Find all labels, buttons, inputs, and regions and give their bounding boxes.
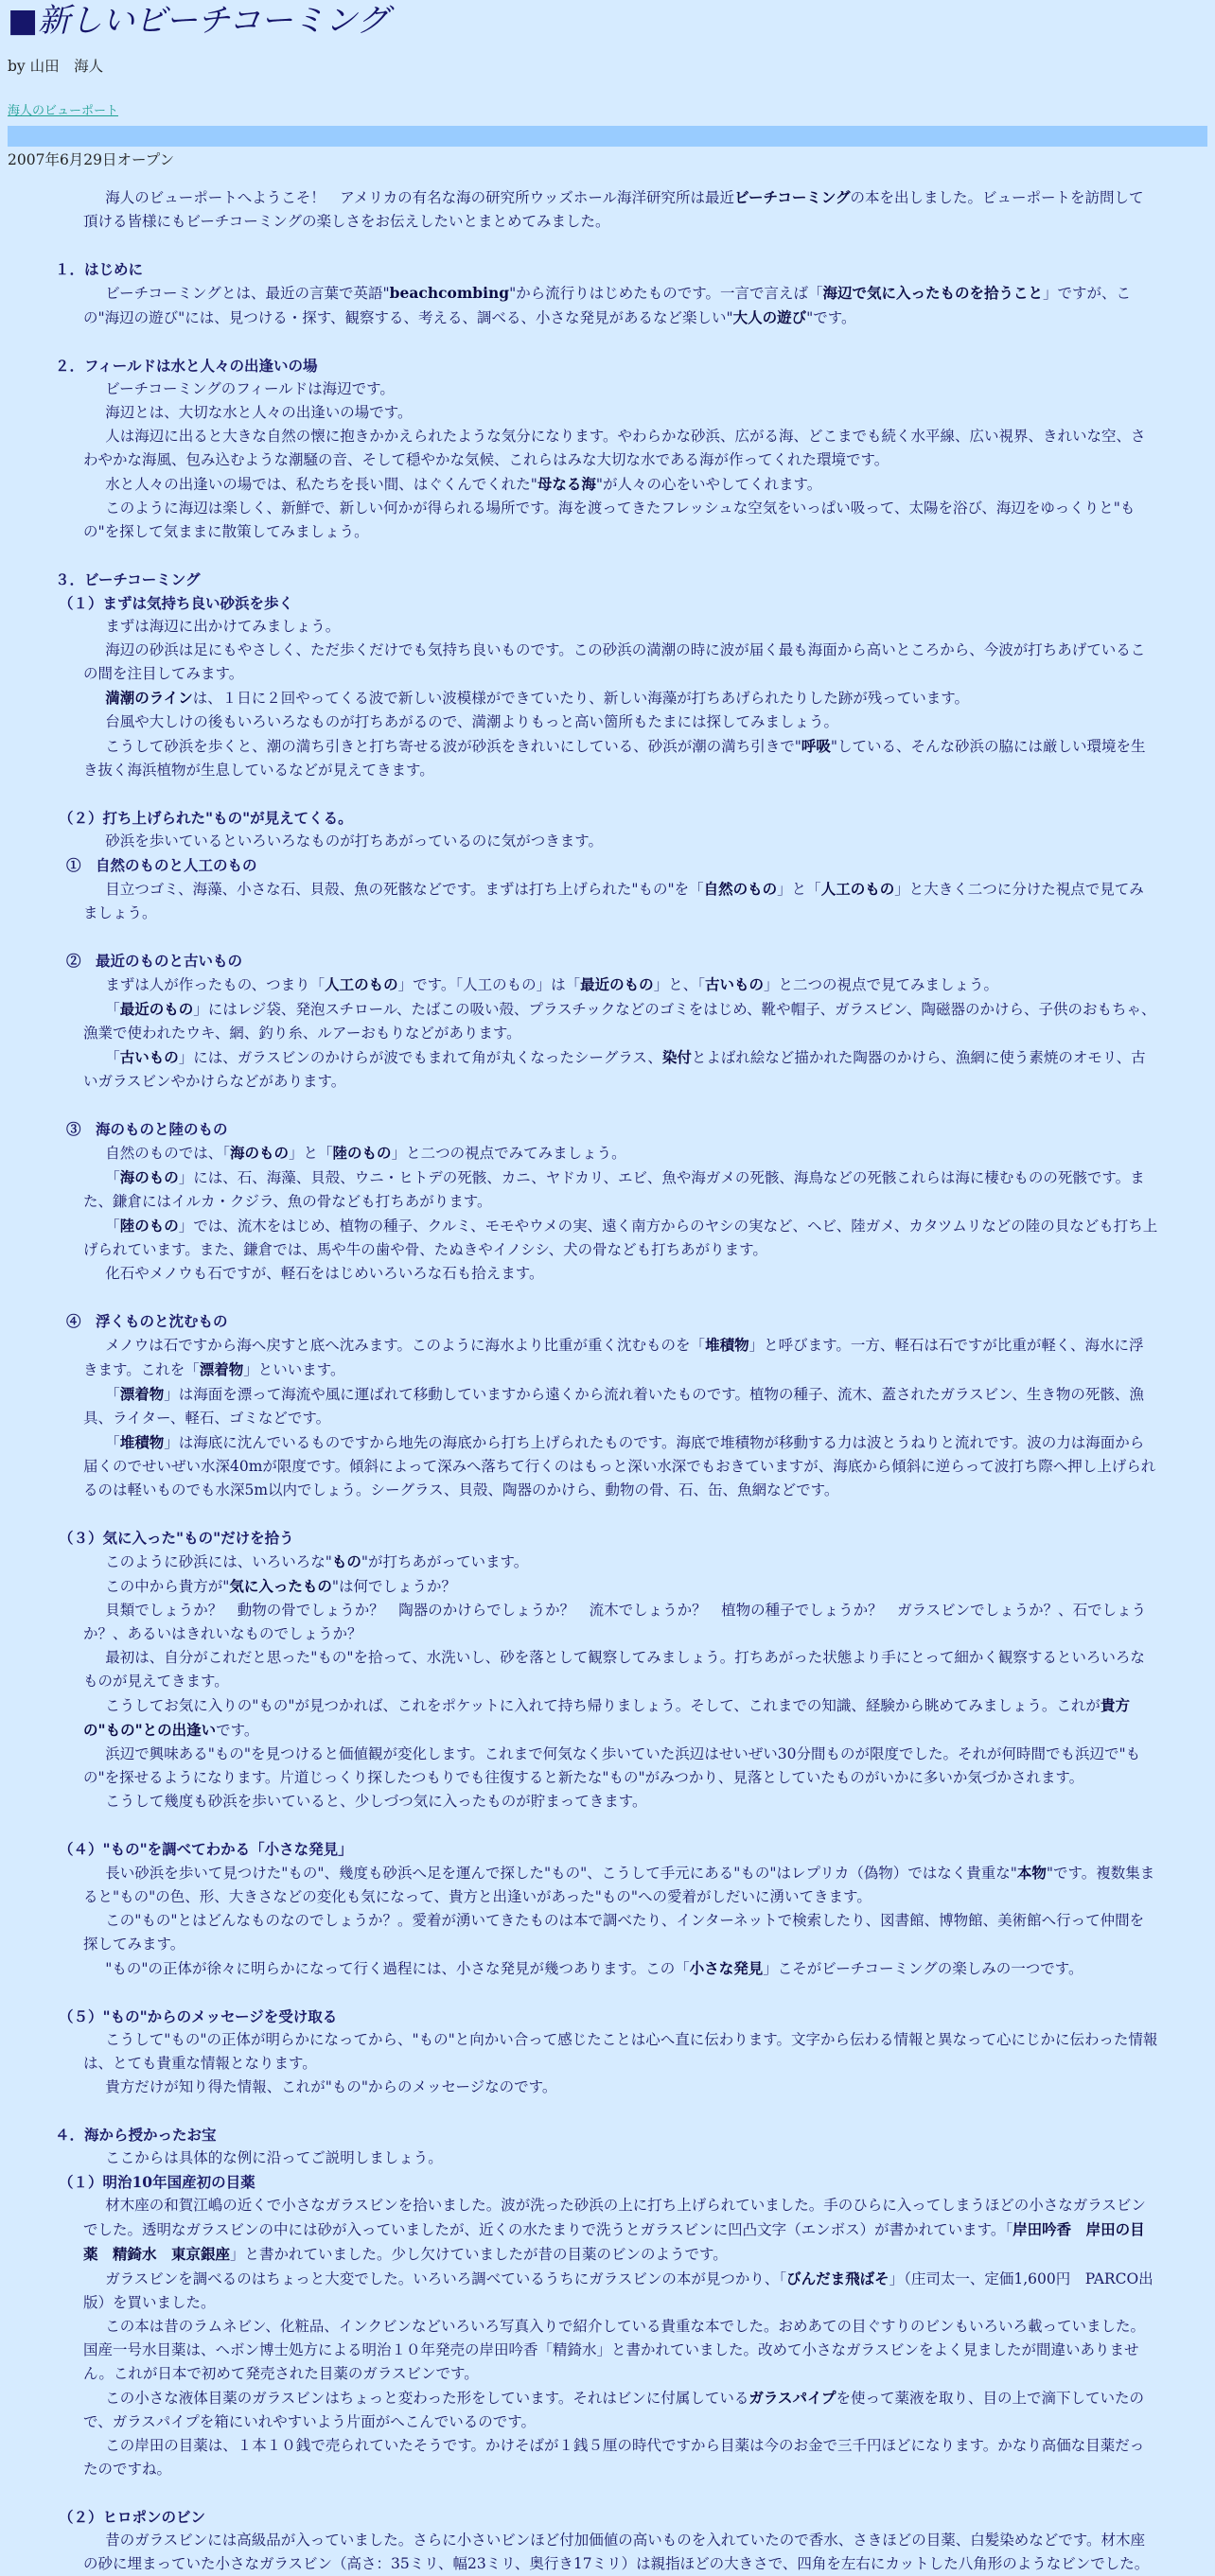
intro-paragraph: 海人のビューポートへようこそ！ アメリカの有名な海の研究所ウッズホール海洋研究所は最近ビーチコーミングの本を出しました。ビューポートを訪問して頂ける皆様にもビーチコーミングの楽しさをお伝えしたいとまとめてみました。 <box>83 188 1144 230</box>
paragraph: 「堆積物」は海底に沈んでいるものですから地先の海底から打ち上げられたものです。海底で堆積物が移動する力は波とうねりと流れです。波の力は海面から届くのでせいぜい水深40mが限度です。傾斜によって深みへ落ちて行くのはもっと深い水深でもおきていますが、海底から傾斜に逆らって波打ち際へ押し上げられるのは軽いものでも水深5m以内でしょう。シーグラス、貝殻、陶器のかけら、動物の骨、石、缶、魚網などです。 <box>83 1433 1156 1498</box>
paragraph: 材木座の和賀江嶋の近くで小さなガラスビンを拾いました。波が洗った砂浜の上に打ち上げられていました。手のひらに入ってしまうほどの小さなガラスビンでした。透明なガラスビンの中には砂が入っていましたが、近くの水たまりで洗うとガラスビンに凹凸文字（エンボス）が書かれています。「岸田吟香 岸田の目薬 精錡水 東京銀座」と書かれていました。少し欠けていましたが昔の目薬のビンのようです。 <box>83 2197 1146 2263</box>
paragraph: こうして"もの"の正体が明らかになってから、"もの"と向かい合って感じたことは心へ直に伝わります。文字から伝わる情報と異なって心にじかに伝わった情報は、とても貴重な情報となります。 <box>83 2031 1158 2072</box>
section-heading: １．はじめに <box>55 260 144 278</box>
article-body <box>8 185 1207 2576</box>
paragraph: 人は海辺に出ると大きな自然の懐に抱きかかえられたような気分になります。やわらかな砂浜、広がる海、どこまでも続く水平線、広い視界、きれいな空、さわやかな海風、包み込むような潮騒の音、そして穏やかな気候、これらはみな大切な水である海が作ってくれた環境です。 <box>83 428 1146 468</box>
paragraph: 長い砂浜を歩いて見つけた"もの"、幾度も砂浜へ足を運んで探した"もの"、こうして手元にある"もの"はレプリカ（偽物）ではなく貴重な"本物"です。複数集まると"もの"の色、形、大きさなどの変化も気になって、貴方と出逢いがあった"もの"への愛着がしだいに湧いてきます。 <box>83 1864 1155 1905</box>
paragraph: 自然のものでは、「海のもの」と「陸のもの」と二つの視点でみてみましょう。 <box>105 1144 626 1162</box>
subsection-heading: （２）打ち上げられた"もの"が見えてくる。 <box>59 809 353 827</box>
paragraph: 目立つゴミ、海藻、小さな石、貝殻、魚の死骸などです。まずは打ち上げられた"もの"を「自然のもの」と「人工のもの」と大きく二つに分けた視点で見てみましょう。 <box>83 880 1144 921</box>
paragraph: 貴方だけが知り得た情報、これが"もの"からのメッセージなのです。 <box>105 2078 557 2095</box>
paragraph: まずは人が作ったもの、つまり「人工のもの」です。「人工のもの」は「最近のもの」と、「古いもの」と二つの視点で見てみましょう。 <box>105 975 998 993</box>
paragraph: このように海辺は楽しく、新鮮で、新しい何かが得られる場所です。海を渡ってきたフレッシュな空気をいっぱい吸って、太陽を浴び、海辺をゆっくりと"もの"を探して気ままに散策してみましょう。 <box>83 499 1136 540</box>
section-heading: ４．海から授かったお宝 <box>55 2126 217 2144</box>
paragraph: "もの"の正体が徐々に明らかになって行く過程には、小さな発見が幾つあります。この「小さな発見」こそがビーチコーミングの楽しみの一つです。 <box>105 1959 1083 1977</box>
paragraph: 浜辺で興味ある"もの"を見つけると価値観が変化します。これまで何気なく歩いていた浜辺はせいぜい30分間ものが限度でした。それが何時間でも浜辺で"もの"を探せるようになります。片道じっくり探したつもりでも往復すると新たな"もの"がみつかり、見落としていたものがいかに多いか気づかされます。 <box>83 1745 1141 1786</box>
item-heading: ① 自然のものと人工のもの <box>66 856 257 874</box>
subsection-heading: （４）"もの"を調べてわかる「小さな発見」 <box>59 1840 353 1858</box>
paragraph: 「最近のもの」にはレジ袋、発泡スチロール、たばこの吸い殻、プラスチックなどのゴミをはじめ、靴や帽子、ガラスビン、陶磁器のかけら、子供のおもちゃ、漁業で使われたウキ、網、釣り糸、ルアーおもりなどがあります。 <box>83 1000 1156 1042</box>
paragraph: この小さな液体目薬のガラスビンはちょっと変わった形をしています。それはビンに付属しているガラスパイプを使って薬液を取り、目の上で滴下していたので、ガラスパイプを箱にいれやすいよう片面がへこんでいるのです。 <box>83 2389 1144 2430</box>
paragraph: 貝類でしょうか？ 動物の骨でしょうか？ 陶器のかけらでしょうか？ 流木でしょうか？ 植物の種子でしょうか？ ガラスビンでしょうか？、石でしょうか？、あるいはきれいなものでしょうか？ <box>83 1602 1147 1642</box>
open-date: 2007年6月29日オープン <box>8 151 175 168</box>
paragraph: まずは海辺に出かけてみましょう。 <box>105 618 341 635</box>
author-byline: by 山田 海人 <box>8 58 104 75</box>
home-link[interactable]: 海人のビューポート <box>8 104 119 118</box>
paragraph: 「古いもの」には、ガラスビンのかけらが波でもまれて角が丸くなったシーグラス、染付とよばれ絵など描かれた陶器のかけら、漁網に使う素焼のオモリ、古いガラスビンやかけらなどがあります。 <box>83 1048 1146 1090</box>
page-title: ■新しいビーチコーミング <box>8 2 389 40</box>
paragraph: 砂浜を歩いているといろいろなものが打ちあがっているのに気がつきます。 <box>105 832 604 850</box>
paragraph: ここからは具体的な例に沿ってご説明しましょう。 <box>105 2149 443 2166</box>
subsection-heading: （１）明治10年国産初の目薬 <box>59 2173 255 2191</box>
paragraph: ガラスビンを調べるのはちょっと大変でした。いろいろ調べているうちにガラスビンの本が見つかり、「びんだま飛ばそ」（庄司太一、定価1,600円 PARCO出版）を買いました。 <box>83 2269 1153 2311</box>
paragraph: 「漂着物」は海面を漂って海流や風に運ばれて移動していますから遠くから流れ着いたものです。植物の種子、流木、蓋されたガラスビン、生き物の死骸、漁具、ライター、軽石、ゴミなどです。 <box>83 1385 1144 1427</box>
paragraph: 最初は、自分がこれだと思った"もの"を拾って、水洗いし、砂を落として観察してみましょう。打ちあがった状態より手にとって細かく観察するといろいろなものが見えてきます。 <box>83 1649 1145 1690</box>
paragraph: 海辺とは、大切な水と人々の出逢いの場です。 <box>105 404 413 421</box>
paragraph: 水と人々の出逢いの場では、私たちを長い間、はぐくんでくれた"母なる海"が人々の心をいやしてくれます。 <box>105 475 822 493</box>
paragraph: ビーチコーミングとは、最近の言葉で英語"beachcombing"から流行りはじめたものです。一言で言えば「海辺で気に入ったものを拾うこと」ですが、この"海辺の遊び"には、見つける・探す、観察する、考える、調べる、小さな発見があるなど楽しい"大人の遊び"です。 <box>83 284 1132 326</box>
item-heading: ② 最近のものと古いもの <box>66 952 243 970</box>
subsection-heading: （５）"もの"からのメッセージを受け取る <box>59 2007 338 2025</box>
paragraph: 「陸のもの」では、流木をはじめ、植物の種子、クルミ、モモやウメの実、遠く南方からのヤシの実など、ヘビ、陸ガメ、カタツムリなどの陸の貝なども打ち上げられています。また、鎌倉では、馬や牛の歯や骨、たぬきやイノシシ、犬の骨なども打ちあがります。 <box>83 1217 1158 1258</box>
paragraph: こうして幾度も砂浜を歩いていると、少しづつ気に入ったものが貯まってきます。 <box>105 1793 647 1810</box>
paragraph: この中から貴方が"気に入ったもの"は何でしょうか？ <box>105 1577 457 1595</box>
paragraph: この"もの"とはどんなものなのでしょうか？。愛着が湧いてきたものは本で調べたり、インターネットで検索したり、図書館、博物館、美術館へ行って仲間を探してみます。 <box>83 1912 1145 1953</box>
paragraph: 台風や大しけの後もいろいろなものが打ちあがるので、満潮よりもっと高い箇所もたまには探してみましょう。 <box>105 713 838 730</box>
section-heading: ２．フィールドは水と人々の出逢いの場 <box>55 357 318 375</box>
subsection-heading: （２）ヒロポンのビン <box>59 2508 206 2526</box>
paragraph: こうして砂浜を歩くと、潮の満ち引きと打ち寄せる波が砂浜をきれいにしている、砂浜が潮の満ち引きで"呼吸"している、そんな砂浜の脇には厳しい環境を生き抜く海浜植物が生息しているなどが見えてきます。 <box>83 737 1146 779</box>
subsection-heading: （１）まずは気持ち良い砂浜を歩く <box>59 594 294 612</box>
paragraph: 海辺の砂浜は足にもやさしく、ただ歩くだけでも気持ち良いものです。この砂浜の満潮の時に波が届く最も海面から高いところから、今波が打ちあげているこの間を注目してみます。 <box>83 641 1146 682</box>
paragraph: このように砂浜には、いろいろな"もの"が打ちあがっています。 <box>105 1552 529 1570</box>
subsection-heading: （３）気に入った"もの"だけを拾う <box>59 1529 294 1547</box>
item-heading: ④ 浮くものと沈むもの <box>66 1312 228 1330</box>
section-heading: ３．ビーチコーミング <box>55 570 201 588</box>
paragraph: メノウは石ですから海へ戻すと底へ沈みます。このように海水より比重が重く沈むものを「堆積物」と呼びます。一方、軽石は石ですが比重が軽く、海水に浮きます。これを「漂着物」といいます。 <box>83 1336 1144 1378</box>
paragraph: こうしてお気に入りの"もの"が見つかれば、これをポケットに入れて持ち帰りましょう。そして、これまでの知識、経験から眺めてみましょう。これが貴方の"もの"との出逢いです。 <box>83 1696 1130 1739</box>
paragraph: ビーチコーミングのフィールドは海辺です。 <box>105 380 395 397</box>
paragraph: 昔のガラスビンには高級品が入っていました。さらに小さいビンほど付加価値の高いものを入れていたので香水、さきほどの目薬、白髪染めなどです。材木座の砂に埋まっていた小さなガラスビン（高さ：35ミリ、幅23ミリ、奥行き17ミリ）は親指ほどの大きさで、四角を左右にカットした八角形のようなビンでした。 <box>83 2532 1150 2572</box>
divider-bar <box>8 126 1207 147</box>
paragraph: この岸田の目薬は、１本１０銭で売られていたそうです。かけそばが１銭５厘の時代ですから目薬は今のお金で三千円ほどになります。かなり高価な目薬だったのですね。 <box>83 2437 1145 2478</box>
paragraph: 「海のもの」には、石、海藻、貝殻、ウニ・ヒトデの死骸、カニ、ヤドカリ、エビ、魚や海ガメの死骸、海鳥などの死骸これらは海に棲むものの死骸です。また、鎌倉にはイルカ・クジラ、魚の骨なども打ちあがります。 <box>83 1168 1145 1210</box>
item-heading: ③ 海のものと陸のもの <box>66 1120 228 1138</box>
paragraph: 化石やメノウも石ですが、軽石をはじめいろいろな石も拾えます。 <box>105 1265 544 1282</box>
paragraph: 満潮のラインは、１日に２回やってくる波で新しい波模様ができていたり、新しい海藻が打ちあげられたりした跡が残っています。 <box>105 689 970 707</box>
paragraph: この本は昔のラムネビン、化粧品、インクビンなどいろいろ写真入りで紹介している貴重な本でした。おめあての目ぐすりのビンもいろいろ載っていました。国産一号水目薬は、ヘボン博士処方による明治１０年発売の岸田吟香「精錡水」と書かれていました。改めて小さなガラスビンをよく見ましたが間違いありません。これが日本で初めて発売された目薬のガラスビンです。 <box>83 2318 1146 2382</box>
